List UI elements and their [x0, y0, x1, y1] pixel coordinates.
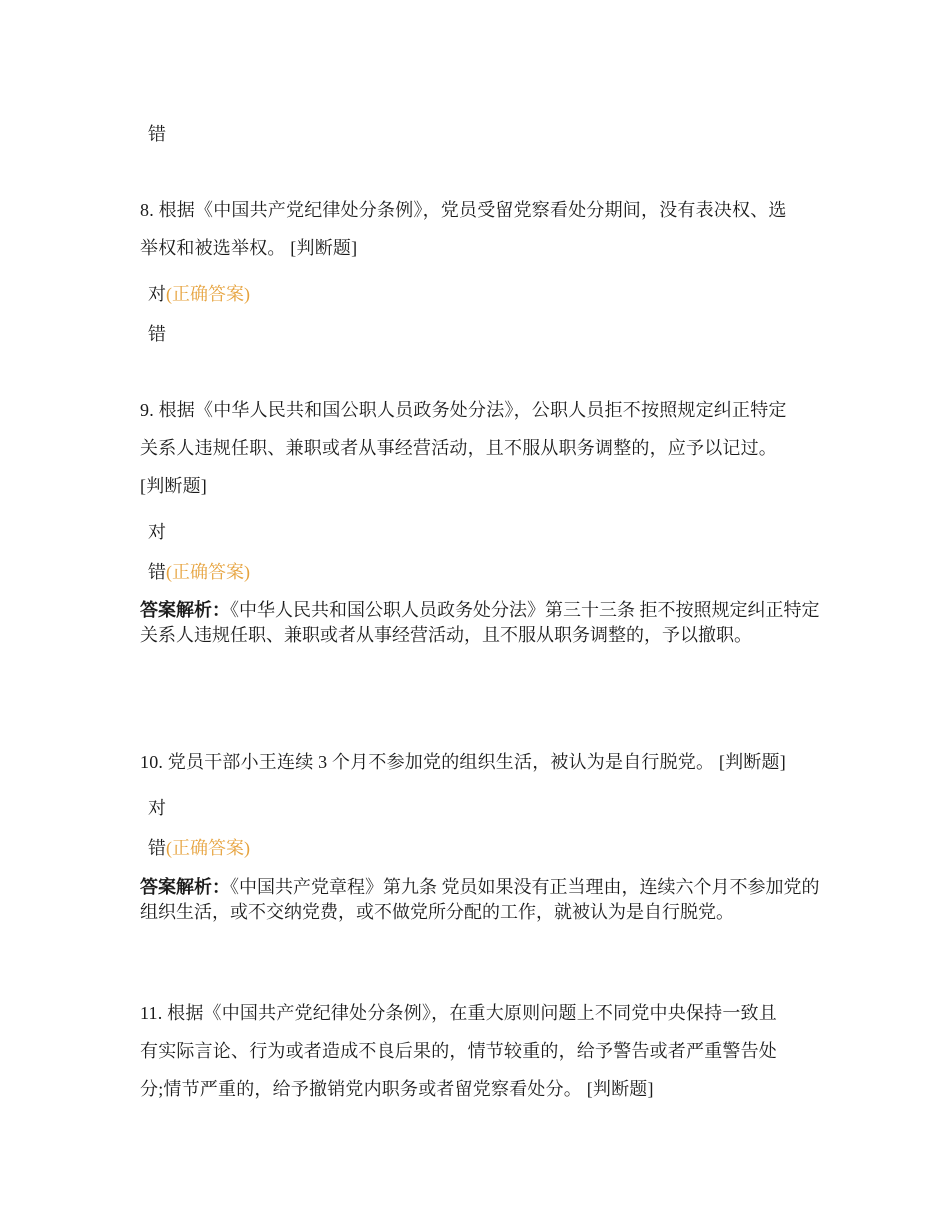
option-label: 对 [148, 522, 166, 542]
option-label: 错 [148, 562, 166, 582]
answer-explanation [140, 598, 820, 648]
option-wrong[interactable] [148, 123, 166, 145]
option-label: 错 [148, 324, 166, 344]
question-text-line: 有实际言论、行为或者造成不良后果的，情节较重的，给予警告或者严重警告处 [140, 1041, 777, 1061]
correct-answer-marker: (正确答案) [166, 562, 250, 582]
option-false[interactable] [148, 323, 166, 345]
explanation-label: 答案解析： [140, 877, 230, 897]
option-true[interactable] [148, 797, 166, 819]
answer-explanation [140, 875, 820, 925]
question-text-line: [判断题] [140, 476, 207, 496]
question-text-line: 9. 根据《中华人民共和国公职人员政务处分法》，公职人员拒不按照规定纠正特定 [140, 400, 787, 420]
correct-answer-marker: (正确答案) [166, 284, 250, 304]
question-text-line: 11. 根据《中国共产党纪律处分条例》，在重大原则问题上不同党中央保持一致且 [140, 1003, 777, 1023]
option-label: 对 [148, 798, 166, 818]
option-false[interactable] [148, 561, 250, 583]
correct-answer-marker: (正确答案) [166, 838, 250, 858]
question-text-line: 10. 党员干部小王连续 3 个月不参加党的组织生活，被认为是自行脱党。 [判断题] [140, 752, 786, 772]
option-label: 错 [148, 838, 166, 858]
question-text-line: 举权和被选举权。 [判断题] [140, 238, 358, 258]
option-label: 对 [148, 284, 166, 304]
explanation-text: 《中华人民共和国公职人员政务处分法》第三十三条 拒不按照规定纠正特定关系人违规任职、兼职或者从事经营活动，且不服从职务调整的，予以撤职。 [140, 600, 820, 645]
option-true[interactable] [148, 521, 166, 543]
option-label: 错 [148, 124, 166, 144]
explanation-label: 答案解析： [140, 600, 230, 620]
question-text-line: 分;情节严重的，给予撤销党内职务或者留党察看处分。 [判断题] [140, 1079, 654, 1099]
explanation-text: 《中国共产党章程》第九条 党员如果没有正当理由，连续六个月不参加党的组织生活，或不交纳党费，或不做党所分配的工作，就被认为是自行脱党。 [140, 877, 820, 922]
question-text-line: 关系人违规任职、兼职或者从事经营活动，且不服从职务调整的，应予以记过。 [140, 438, 777, 458]
option-false[interactable] [148, 837, 250, 859]
option-true[interactable] [148, 283, 250, 305]
question-text-line: 8. 根据《中国共产党纪律处分条例》，党员受留党察看处分期间，没有表决权、选 [140, 200, 787, 220]
